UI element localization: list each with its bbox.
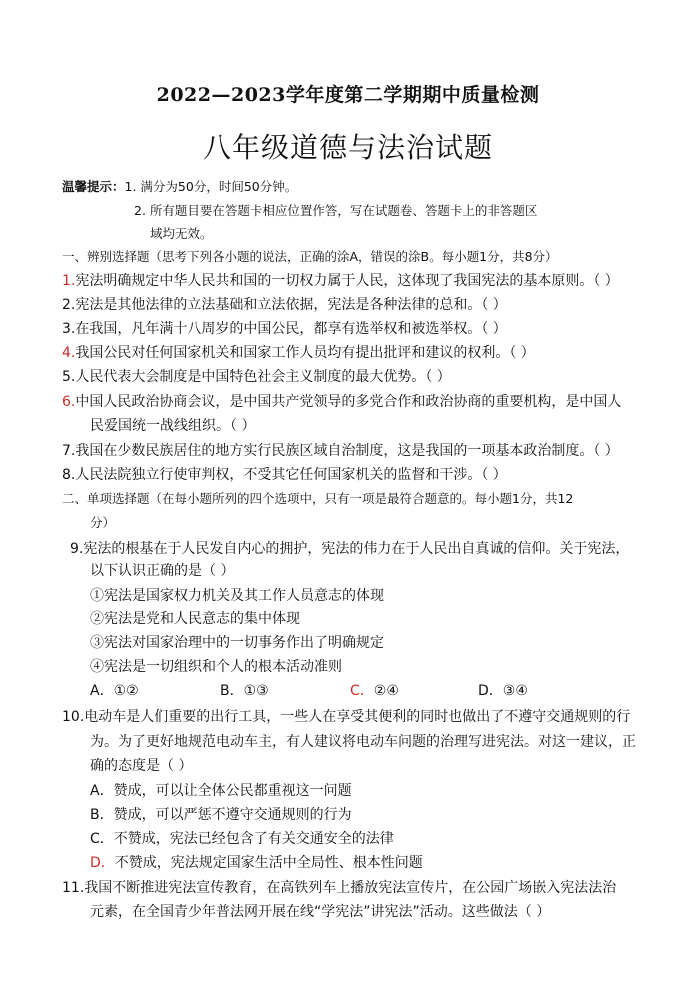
question-text: 我国公民对任何国家机关和国家工作人员均有提出批评和建议的权利。（ ） (75, 345, 535, 361)
statement-3: ③宪法对国家治理中的一切事务作出了明确规定 (90, 635, 384, 651)
statement-4: ④宪法是一切组织和个人的根本活动准则 (90, 659, 342, 675)
question-11 (62, 879, 616, 897)
statement-1: ①宪法是国家权力机关及其工作人员意志的体现 (90, 588, 384, 604)
option-text: 不赞成，宪法规定国家生活中全局性、根本性问题 (114, 855, 423, 871)
option-text: ②④ (373, 683, 399, 699)
question-text: 中国人民政治协商会议，是中国共产党领导的多党合作和政治协商的重要机构，是中国人 (75, 394, 622, 410)
question-number: 1. (62, 273, 76, 289)
option-letter: D． (90, 855, 115, 871)
question-10 (62, 708, 630, 726)
question-text: 电动车是人们重要的出行工具，一些人在享受其便利的同时也做出了不遵守交通规则的行 (84, 709, 631, 725)
question-text: 我国在少数民族居住的地方实行民族区域自治制度，这是我国的一项基本政治制度。（ ） (75, 443, 619, 459)
statement-2: ②宪法是党和人民意志的集中体现 (90, 611, 300, 627)
question-number: 5. (62, 369, 76, 385)
option-text: ①③ (243, 683, 269, 699)
question-5 (62, 368, 451, 386)
question-8 (62, 466, 507, 484)
question-number: 6. (62, 394, 76, 410)
question-9-line-2: 以下认识正确的是（ ） (90, 563, 235, 579)
option-d (90, 854, 423, 872)
question-number: 4. (62, 345, 76, 361)
question-6-continued: 民爱国统一战线组织。（ ） (90, 418, 256, 434)
question-text: 宪法的根基在于人民发自内心的拥护，宪法的伟力在于人民出自真诚的信仰。关于宪法， (83, 541, 630, 557)
question-2 (62, 296, 507, 314)
tips-line-1 (62, 178, 297, 196)
question-number: 7. (62, 443, 76, 459)
question-text: 宪法是其他法律的立法基础和立法依据，宪法是各种法律的总和。（ ） (75, 297, 507, 313)
question-1 (62, 272, 619, 290)
question-text: 我国不断推进宪法宣传教育，在高铁列车上播放宪法宣传片，在公园广场嵌入宪法法治 (84, 880, 617, 896)
question-text: 人民代表大会制度是中国特色社会主义制度的最大优势。（ ） (75, 369, 451, 385)
question-number: 11. (62, 880, 85, 896)
option-text: ③④ (502, 683, 528, 699)
question-7 (62, 442, 619, 460)
option-a (90, 682, 139, 700)
option-letter: C． (350, 683, 374, 699)
option-a: A．赞成，可以让全体公民都重视这一问题 (90, 783, 352, 799)
question-text: 人民法院独立行使审判权，不受其它任何国家机关的监督和干涉。（ ） (75, 467, 507, 483)
tips-item-2-line-2: 域均无效。 (150, 226, 213, 241)
option-b: B．赞成，可以严惩不遵守交通规则的行为 (90, 807, 352, 823)
question-text: 在我国，凡年满十八周岁的中国公民，都享有选举权和被选举权。（ ） (75, 321, 507, 337)
section-1-heading: 一、辨别选择题（思考下列各小题的说法，正确的涂A，错误的涂B。每小题1分，共8分） (62, 249, 558, 264)
question-number: 3. (62, 321, 76, 337)
question-number: 2. (62, 297, 76, 313)
tips-item-1: 1. 满分为50分，时间50分钟。 (124, 179, 298, 194)
tips-item-2-line-1: 2. 所有题目要在答题卡相应位置作答，写在试题卷、答题卡上的非答题区 (134, 203, 538, 218)
section-2-heading-line-2: 分） (90, 515, 116, 530)
option-letter: B． (220, 683, 244, 699)
question-number: 10. (62, 709, 85, 725)
option-text: ①② (113, 683, 139, 699)
question-11-line-2: 元素，在全国青少年普法网开展在线“学宪法”讲宪法”活动。这些做法（ ） (90, 904, 551, 920)
tips-label: 温馨提示： (62, 179, 125, 194)
exam-period-heading: 2022—2023学年度第二学期期中质量检测 (156, 84, 540, 106)
question-4 (62, 344, 535, 362)
option-b (220, 682, 269, 700)
option-c: C．不赞成，宪法已经包含了有关交通安全的法律 (90, 831, 394, 847)
question-10-line-2: 为。为了更好地规范电动车主，有人建议将电动车问题的治理写进宪法。对这一建议，正 (90, 734, 636, 750)
question-text: 宪法明确规定中华人民共和国的一切权力属于人民，这体现了我国宪法的基本原则。（ ） (75, 273, 619, 289)
question-number: 9. (70, 541, 84, 557)
exam-title: 八年级道德与法治试题 (202, 131, 493, 164)
question-9 (70, 540, 629, 558)
section-2-heading-line-1: 二、单项选择题（在每小题所列的四个选项中，只有一项是最符合题意的。每小题1分，共12 (62, 491, 574, 506)
question-number: 8. (62, 467, 76, 483)
option-letter: A． (90, 683, 114, 699)
question-6 (62, 393, 621, 411)
option-c (350, 682, 399, 700)
option-d (478, 682, 528, 700)
question-10-line-3: 确的态度是（ ） (90, 758, 193, 774)
question-3 (62, 320, 507, 338)
option-letter: D． (478, 683, 503, 699)
